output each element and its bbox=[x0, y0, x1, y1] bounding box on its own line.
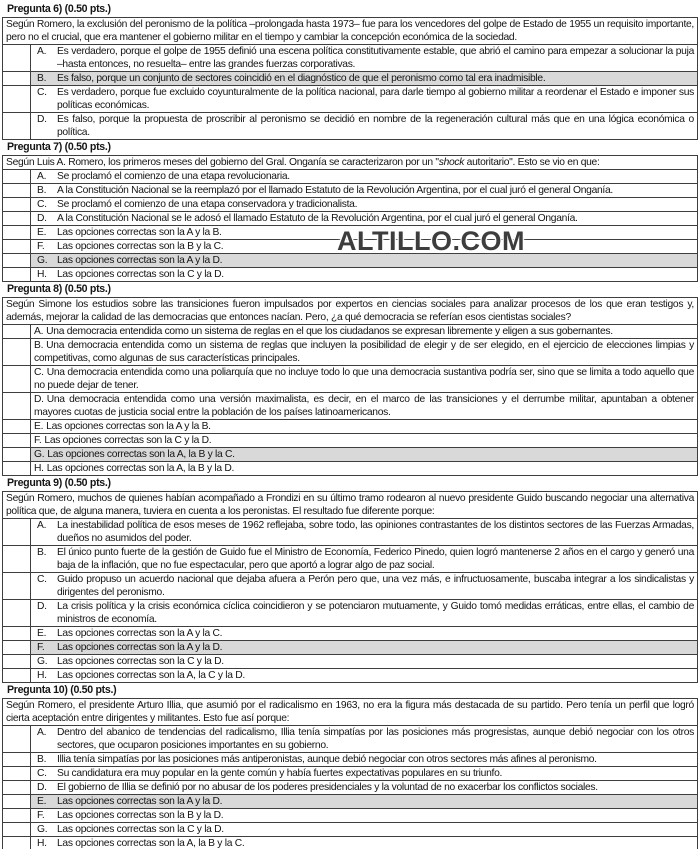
question-10-statement bbox=[3, 699, 697, 726]
option-row-h bbox=[3, 268, 697, 281]
answer-mark-cell bbox=[3, 726, 31, 752]
option-text: El gobierno de Illia se definió por no abusar de los poderes presidenciales y la voluntad de no exacerbar los conflictos sociales. bbox=[57, 782, 598, 793]
answer-mark-cell bbox=[3, 434, 31, 447]
answer-mark-cell bbox=[3, 753, 31, 766]
question-8-statement bbox=[3, 298, 697, 325]
option-text: Las opciones correctas son la C y la D. bbox=[44, 435, 212, 446]
answer-mark-cell bbox=[3, 339, 31, 365]
answer-mark-cell bbox=[3, 448, 31, 461]
question-9-header: Pregunta 9) (0.50 pts.) bbox=[7, 477, 111, 489]
statement-text: Según Romero, la exclusión del peronismo de la política –prolongada hasta 1973– fue para los vencedores del golpe de Estado de 1955 un requisito importante, pero no el crucial, que era mantener el gobierno militar en el tiempo y cambiar la concepción económica de la sociedad. bbox=[6, 19, 694, 43]
option-row-e bbox=[3, 420, 697, 434]
option-row-c bbox=[3, 573, 697, 600]
option-row-d bbox=[3, 393, 697, 420]
option-text: Las opciones correctas son la A y la B. bbox=[57, 227, 222, 238]
option-text: Las opciones correctas son la A, la C y la D. bbox=[57, 670, 245, 681]
option-row-c bbox=[3, 767, 697, 781]
option-letter: E. bbox=[37, 796, 47, 807]
option-row-h bbox=[3, 669, 697, 682]
option-row-g bbox=[3, 655, 697, 669]
answer-mark-cell bbox=[3, 767, 31, 780]
option-text: El único punto fuerte de la gestión de Guido fue el Ministro de Economía, Federico Pinedo, quien logró mantenerse 2 años en el cargo y generó una baja de la inflación, que no fue espectacular, pero que aportó a lograr algo de paz social. bbox=[57, 547, 694, 571]
option-letter: G. bbox=[34, 449, 45, 460]
option-row-f bbox=[3, 434, 697, 448]
option-text: Las opciones correctas son la B y la D. bbox=[57, 810, 224, 821]
answer-mark-cell bbox=[3, 184, 31, 197]
option-letter: D. bbox=[34, 394, 44, 405]
option-letter: G. bbox=[37, 656, 48, 667]
answer-mark-cell bbox=[3, 655, 31, 668]
option-text: Es falso, porque un conjunto de sectores coincidió en el diagnóstico de que el peronismo como tal era inadmisible. bbox=[57, 73, 546, 84]
statement-text: Según Romero, muchos de quienes habían acompañado a Frondizi en su último tramo rodearon al nuevo presidente Guido buscando negociar una alternativa política que, de alguna manera, tuviera en cuenta a los peronistas. El resultado fue diferente porque: bbox=[6, 493, 694, 517]
statement-text: Según Romero, el presidente Arturo Illia, que asumió por el radicalismo en 1963, no era la figura más destacada de su partido. Pero tenía un perfil que logró cierta aceptación entre dirigentes y militantes. Esto fue así porque: bbox=[6, 700, 694, 724]
option-letter: C. bbox=[37, 768, 47, 779]
option-row-a bbox=[3, 170, 697, 184]
option-text: Se proclamó el comienzo de una etapa conservadora y tradicionalista. bbox=[57, 199, 358, 210]
answer-mark-cell bbox=[3, 809, 31, 822]
option-row-g bbox=[3, 448, 697, 462]
option-row-h bbox=[3, 462, 697, 475]
option-letter: H. bbox=[37, 838, 47, 849]
answer-mark-cell bbox=[3, 837, 31, 849]
option-letter: F. bbox=[37, 642, 45, 653]
question-6-table bbox=[2, 17, 698, 140]
highlighted-option bbox=[31, 448, 697, 461]
highlighted-option bbox=[31, 795, 697, 808]
option-text: La inestabilidad política de esos meses de 1962 reflejaba, sobre todo, las opiniones contrastantes de los distintos sectores de las Fuerzas Armadas, dueños no asumidos del poder. bbox=[57, 520, 694, 544]
option-text: Las opciones correctas son la A, la B y la C. bbox=[57, 838, 245, 849]
answer-mark-cell bbox=[3, 45, 31, 71]
question-7 bbox=[2, 140, 698, 282]
question-8 bbox=[2, 282, 698, 476]
option-text: Es verdadero, porque el golpe de 1955 definió una escena política constitutivamente estable, que abrió el camino para empezar a solucionar la puja –hasta entonces, no resuelta– entre las grandes fuerzas corporativas. bbox=[57, 46, 694, 70]
answer-mark-cell bbox=[3, 823, 31, 836]
option-text: Guido propuso un acuerdo nacional que dejaba afuera a Perón pero que, una vez más, e infructuosamente, buscaba integrar a los sindicalistas y dirigentes del peronismo. bbox=[57, 574, 694, 598]
statement-text: autoritario". Esto se vio en que: bbox=[464, 157, 600, 168]
option-row-b bbox=[3, 546, 697, 573]
highlighted-option bbox=[31, 72, 697, 85]
option-letter: C. bbox=[37, 199, 47, 210]
option-text: Las opciones correctas son la A y la B. bbox=[46, 421, 211, 432]
answer-mark-cell bbox=[3, 254, 31, 267]
answer-mark-cell bbox=[3, 462, 31, 475]
answer-mark-cell bbox=[3, 212, 31, 225]
option-text: Una democracia entendida como una poliarquía que no incluye todo lo que una democracia sustantiva podría ser, sino que se limita a todo aquello que no puede dejar de tener. bbox=[34, 367, 694, 391]
option-row-a bbox=[3, 45, 697, 72]
option-row-c bbox=[3, 198, 697, 212]
question-10-table bbox=[2, 698, 698, 849]
option-letter: E. bbox=[37, 227, 47, 238]
option-row-a bbox=[3, 325, 697, 339]
answer-mark-cell bbox=[3, 268, 31, 281]
option-letter: A. bbox=[34, 326, 44, 337]
option-text: Las opciones correctas son la A y la D. bbox=[57, 642, 223, 653]
answer-mark-cell bbox=[3, 795, 31, 808]
option-text: Las opciones correctas son la A, la B y la D. bbox=[46, 463, 235, 474]
option-row-f bbox=[3, 641, 697, 655]
option-letter: E. bbox=[37, 628, 47, 639]
option-letter: C. bbox=[37, 87, 47, 98]
statement-text: Según Simone los estudios sobre las transiciones fueron impulsados por expertos en ciencias sociales para analizar procesos de los que eran testigos y, además, mejorar la calidad de las democracias que entonces nacían. Pero, ¿a qué democracia se referían esos cientistas sociales? bbox=[6, 299, 694, 323]
answer-mark-cell bbox=[3, 641, 31, 654]
option-row-h bbox=[3, 837, 697, 849]
option-row-e bbox=[3, 627, 697, 641]
option-row-a bbox=[3, 519, 697, 546]
answer-mark-cell bbox=[3, 366, 31, 392]
answer-mark-cell bbox=[3, 72, 31, 85]
answer-mark-cell bbox=[3, 240, 31, 253]
option-letter: A. bbox=[37, 727, 47, 738]
watermark: ALTILLO.COM bbox=[337, 226, 525, 256]
option-letter: B. bbox=[34, 340, 44, 351]
option-letter: G. bbox=[37, 255, 48, 266]
option-text: Las opciones correctas son la A y la D. bbox=[57, 796, 223, 807]
question-6 bbox=[2, 2, 698, 140]
answer-mark-cell bbox=[3, 627, 31, 640]
answer-mark-cell bbox=[3, 198, 31, 211]
answer-mark-cell bbox=[3, 519, 31, 545]
option-text: Las opciones correctas son la C y la D. bbox=[57, 269, 224, 280]
option-letter: F. bbox=[37, 810, 45, 821]
option-row-e bbox=[3, 795, 697, 809]
option-row-a bbox=[3, 726, 697, 753]
question-7-table bbox=[2, 155, 698, 282]
option-text: La crisis política y la crisis económica cíclica coincidieron y se potenciaron mutuamente, y Guido tomó medidas erráticas, entre ellas, el cambio de ministros de economía. bbox=[57, 601, 694, 625]
option-text: Las opciones correctas son la A y la D. bbox=[57, 255, 223, 266]
option-letter: G. bbox=[37, 824, 48, 835]
option-letter: C. bbox=[37, 574, 47, 585]
option-row-b bbox=[3, 339, 697, 366]
option-letter: D. bbox=[37, 114, 47, 125]
question-9-table bbox=[2, 491, 698, 683]
option-text: Las opciones correctas son la B y la C. bbox=[57, 241, 224, 252]
answer-mark-cell bbox=[3, 781, 31, 794]
question-7-statement bbox=[3, 156, 697, 170]
statement-italic: shock bbox=[438, 157, 465, 168]
option-letter: E. bbox=[34, 421, 44, 432]
option-text: A la Constitución Nacional se la reemplazó por el llamado Estatuto de la Revolución Argentina, por el cual juró el general Onganía. bbox=[57, 185, 613, 196]
option-row-b bbox=[3, 184, 697, 198]
option-text: Una democracia entendida como una versión maximalista, es decir, en el marco de las transiciones y el derrumbe militar, apuntaban a obtener mayores cuotas de justicia social entre la población de los países latinoamericanos. bbox=[34, 394, 694, 418]
option-row-f bbox=[3, 809, 697, 823]
option-letter: B. bbox=[37, 547, 47, 558]
option-row-g bbox=[3, 823, 697, 837]
option-row-c bbox=[3, 366, 697, 393]
option-letter: H. bbox=[37, 670, 47, 681]
option-letter: C. bbox=[34, 367, 44, 378]
question-8-header: Pregunta 8) (0.50 pts.) bbox=[7, 283, 111, 295]
option-text: Es falso, porque la propuesta de proscribir al peronismo se decidió en nombre de la regeneración cultural más que en una lógica económica o política. bbox=[57, 114, 694, 138]
option-text: Dentro del abanico de tendencias del radicalismo, Illia tenía simpatías por las posiciones más progresistas, aunque debió negociar con los otros sectores, que ocuparon posiciones importantes en su gobierno. bbox=[57, 727, 694, 751]
option-text: Se proclamó el comienzo de una etapa revolucionaria. bbox=[57, 171, 290, 182]
option-letter: D. bbox=[37, 213, 47, 224]
answer-mark-cell bbox=[3, 393, 31, 419]
option-text: Las opciones correctas son la C y la D. bbox=[57, 824, 224, 835]
option-row-c bbox=[3, 86, 697, 113]
question-10 bbox=[2, 683, 698, 849]
option-text: Illia tenía simpatías por las posiciones más antiperonistas, aunque debió negociar con otros sectores más afines al peronismo. bbox=[57, 754, 597, 765]
option-letter: A. bbox=[37, 171, 47, 182]
option-letter: A. bbox=[37, 46, 47, 57]
option-text: Las opciones correctas son la A y la C. bbox=[57, 628, 223, 639]
question-9-statement bbox=[3, 492, 697, 519]
option-letter: B. bbox=[37, 754, 47, 765]
option-text: A la Constitución Nacional se le adosó el llamado Estatuto de la Revolución Argentina, por el cual juró el general Onganía. bbox=[57, 213, 578, 224]
answer-mark-cell bbox=[3, 170, 31, 183]
answer-mark-cell bbox=[3, 573, 31, 599]
option-text: Es verdadero, porque fue excluido coyunturalmente de la política nacional, para darle tiempo al gobierno militar a reordenar el Estado e imponer sus políticas económicas. bbox=[57, 87, 694, 111]
option-text: Las opciones correctas son la C y la D. bbox=[57, 656, 224, 667]
option-letter: A. bbox=[37, 520, 47, 531]
option-letter: H. bbox=[34, 463, 44, 474]
option-letter: F. bbox=[34, 435, 42, 446]
question-7-header: Pregunta 7) (0.50 pts.) bbox=[7, 141, 111, 153]
answer-mark-cell bbox=[3, 669, 31, 682]
option-text: Una democracia entendida como un sistema de reglas que incluyen la posibilidad de elegir y de ser elegido, en el ejercicio de elecciones limpias y competitivas, como algunas de sus características principales. bbox=[34, 340, 694, 364]
option-letter: H. bbox=[37, 269, 47, 280]
option-row-d bbox=[3, 781, 697, 795]
answer-mark-cell bbox=[3, 113, 31, 139]
option-letter: B. bbox=[37, 73, 47, 84]
option-text: Las opciones correctas son la A, la B y la C. bbox=[47, 449, 235, 460]
option-letter: D. bbox=[37, 782, 47, 793]
answer-mark-cell bbox=[3, 226, 31, 239]
option-row-d bbox=[3, 600, 697, 627]
answer-mark-cell bbox=[3, 600, 31, 626]
option-row-b bbox=[3, 72, 697, 86]
question-6-statement bbox=[3, 18, 697, 45]
answer-mark-cell bbox=[3, 325, 31, 338]
option-letter: D. bbox=[37, 601, 47, 612]
answer-mark-cell bbox=[3, 420, 31, 433]
option-text: Su candidatura era muy popular en la gente común y había fuertes expectativas populares en su triunfo. bbox=[57, 768, 503, 779]
option-letter: F. bbox=[37, 241, 45, 252]
question-6-header: Pregunta 6) (0.50 pts.) bbox=[7, 3, 111, 15]
option-letter: B. bbox=[37, 185, 47, 196]
answer-mark-cell bbox=[3, 546, 31, 572]
answer-mark-cell bbox=[3, 86, 31, 112]
question-10-header: Pregunta 10) (0.50 pts.) bbox=[7, 684, 117, 696]
question-8-table bbox=[2, 297, 698, 476]
option-row-b bbox=[3, 753, 697, 767]
option-text: Una democracia entendida como un sistema de reglas en el que los ciudadanos se expresan libremente y eligen a sus gobernantes. bbox=[46, 326, 613, 337]
highlighted-option bbox=[31, 641, 697, 654]
option-row-d bbox=[3, 113, 697, 139]
question-9 bbox=[2, 476, 698, 683]
statement-text: Según Luis A. Romero, los primeros meses del gobierno del Gral. Onganía se caracterizaron por un " bbox=[6, 157, 439, 168]
